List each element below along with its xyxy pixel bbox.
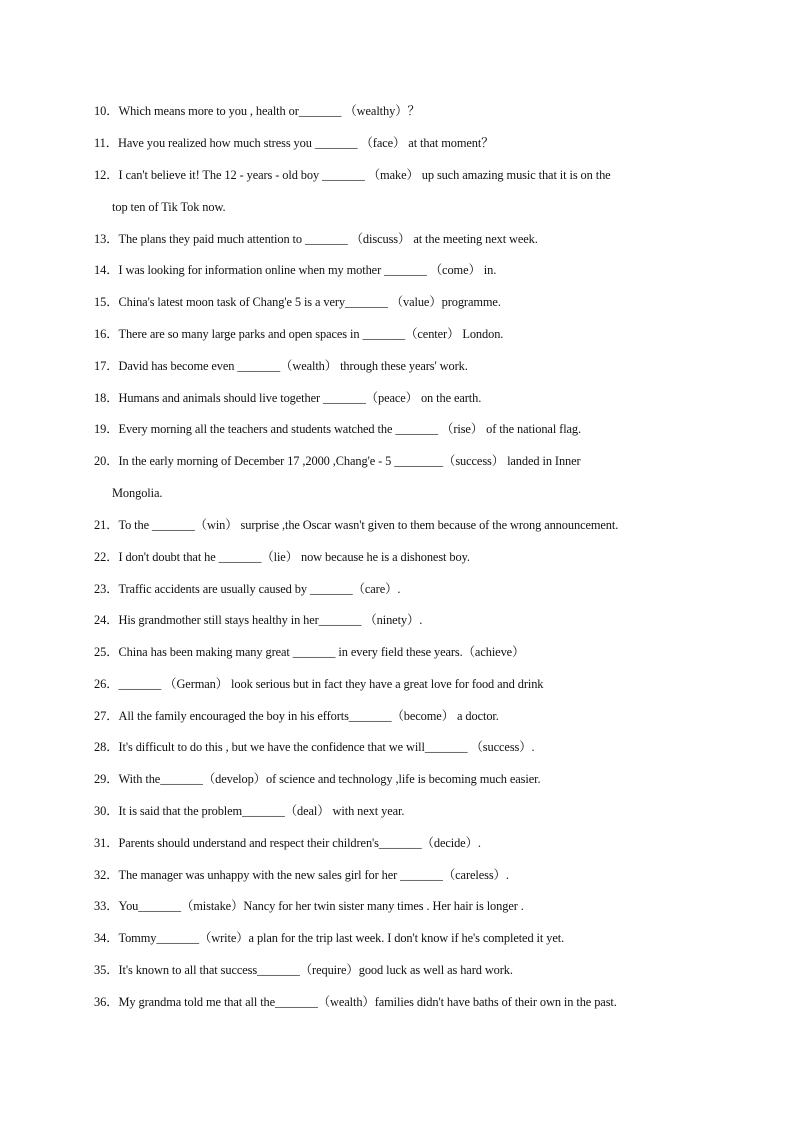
question-10 [94, 104, 706, 118]
question-number: 30． [94, 804, 119, 818]
question-text: _______ （German） look serious but in fact they have a great love for food and drink [118, 677, 544, 691]
question-15 [94, 295, 706, 309]
question-number: 11． [94, 136, 119, 150]
question-33 [94, 899, 706, 913]
question-text: In the early morning of December 17 ,2000 ,Chang'e - 5 ________（success） landed in Inner [118, 454, 581, 468]
question-29 [94, 772, 706, 786]
question-26 [94, 677, 706, 691]
question-text: Have you realized how much stress you _______ （face） at that moment？ [118, 136, 494, 150]
question-number: 25． [94, 645, 119, 659]
question-17 [94, 359, 706, 373]
question-11 [94, 136, 706, 150]
question-number: 15． [94, 295, 119, 309]
question-16 [94, 327, 706, 341]
question-number: 21． [94, 518, 119, 532]
question-20-continued: Mongolia. [112, 486, 163, 500]
question-text: His grandmother still stays healthy in her_______ （ninety）. [118, 613, 423, 627]
question-30 [94, 804, 706, 818]
question-14 [94, 263, 706, 277]
question-text: With the_______（develop）of science and technology ,life is becoming much easier. [118, 772, 541, 786]
question-number: 22． [94, 550, 119, 564]
question-number: 27． [94, 709, 119, 723]
question-19 [94, 422, 706, 436]
question-24 [94, 613, 706, 627]
question-number: 36． [94, 995, 119, 1009]
question-text: Traffic accidents are usually caused by _______（care）. [118, 582, 401, 596]
question-34 [94, 931, 706, 945]
question-text: My grandma told me that all the_______（wealth）families didn't have baths of their own in the past. [118, 995, 617, 1009]
question-number: 17． [94, 359, 119, 373]
question-text: The manager was unhappy with the new sales girl for her _______（careless）. [118, 868, 509, 882]
question-27 [94, 709, 706, 723]
question-21 [94, 518, 706, 532]
question-number: 34． [94, 931, 119, 945]
question-number: 19． [94, 422, 119, 436]
question-text: It is said that the problem_______（deal） with next year. [118, 804, 405, 818]
question-number: 14． [94, 263, 119, 277]
question-number: 16． [94, 327, 119, 341]
question-text: Parents should understand and respect their children's_______（decide）. [118, 836, 481, 850]
question-text: It's difficult to do this , but we have the confidence that we will_______ （success）. [118, 740, 535, 754]
question-text: The plans they paid much attention to _______ （discuss） at the meeting next week. [118, 232, 538, 246]
question-text: Tommy_______（write）a plan for the trip last week. I don't know if he's completed it yet. [118, 931, 565, 945]
question-text: Every morning all the teachers and students watched the _______ （rise） of the national flag. [118, 422, 582, 436]
question-text: David has become even _______（wealth） through these years' work. [118, 359, 468, 373]
question-text: To the _______（win） surprise ,the Oscar wasn't given to them because of the wrong announcement. [118, 518, 619, 532]
question-text: China's latest moon task of Chang'e 5 is a very_______ （value）programme. [118, 295, 501, 309]
question-number: 10． [94, 104, 119, 118]
question-number: 29． [94, 772, 119, 786]
question-text: I don't doubt that he _______（lie） now because he is a dishonest boy. [118, 550, 470, 564]
question-35 [94, 963, 706, 977]
question-28 [94, 740, 706, 754]
question-20 [94, 454, 706, 468]
question-number: 31． [94, 836, 119, 850]
question-13 [94, 232, 706, 246]
question-number: 23． [94, 582, 119, 596]
question-text: There are so many large parks and open spaces in _______（center） London. [118, 327, 504, 341]
question-36 [94, 995, 706, 1009]
question-12-continued: top ten of Tik Tok now. [112, 200, 226, 214]
question-number: 12． [94, 168, 119, 182]
question-number: 13． [94, 232, 119, 246]
question-number: 28． [94, 740, 119, 754]
question-number: 32． [94, 868, 119, 882]
question-text: You_______（mistake）Nancy for her twin sister many times . Her hair is longer . [118, 899, 524, 913]
question-text: Humans and animals should live together _______（peace） on the earth. [118, 391, 482, 405]
question-number: 33． [94, 899, 119, 913]
question-18 [94, 391, 706, 405]
question-text: All the family encouraged the boy in his efforts_______（become） a doctor. [118, 709, 499, 723]
question-text: Which means more to you , health or_______ （wealthy）？ [118, 104, 420, 118]
question-number: 26． [94, 677, 119, 691]
question-text: China has been making many great _______ in every field these years.（achieve） [118, 645, 525, 659]
question-22 [94, 550, 706, 564]
question-number: 24． [94, 613, 119, 627]
question-25 [94, 645, 706, 659]
question-number: 18． [94, 391, 119, 405]
question-number: 35． [94, 963, 119, 977]
question-text: I was looking for information online when my mother _______ （come） in. [118, 263, 497, 277]
question-31 [94, 836, 706, 850]
question-text: I can't believe it! The 12 - years - old boy _______ （make） up such amazing music that it is on the [118, 168, 611, 182]
question-text: It's known to all that success_______（require）good luck as well as hard work. [118, 963, 513, 977]
question-12 [94, 168, 706, 182]
question-32 [94, 868, 706, 882]
question-23 [94, 582, 706, 596]
question-number: 20． [94, 454, 119, 468]
